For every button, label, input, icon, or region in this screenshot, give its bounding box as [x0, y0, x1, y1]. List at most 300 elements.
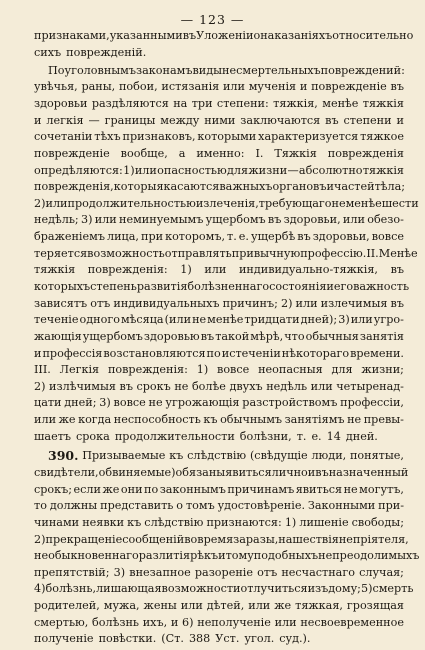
text-line [34, 96, 404, 112]
word: о [176, 499, 184, 512]
word: угрожающія [165, 396, 240, 409]
word: свидѣтели, [34, 466, 99, 479]
word: легкія [46, 114, 84, 127]
word: въ [390, 80, 404, 93]
word: въ [390, 263, 404, 276]
text-line [34, 28, 414, 44]
word: или [94, 213, 117, 226]
word: менѣе [322, 97, 359, 110]
word: не [174, 380, 189, 393]
word: къ [169, 449, 184, 462]
word: 3) [99, 396, 111, 409]
text-line [34, 179, 404, 195]
word: при [140, 230, 164, 243]
word: ихъ, [142, 616, 168, 629]
word: которыя [113, 180, 164, 193]
word: или [295, 297, 318, 310]
word: сообщеній [122, 533, 185, 546]
word: же [58, 413, 76, 426]
word: 4) [34, 582, 46, 595]
word: то [34, 499, 47, 512]
word: что [284, 330, 305, 343]
word: и [170, 616, 179, 629]
page-number: — 123 — [180, 12, 245, 27]
word: опредѣляются: [34, 164, 123, 177]
word: 2) [280, 297, 293, 310]
word: непріятеля, [338, 533, 409, 546]
text-line [34, 379, 404, 395]
word: здоровьи [34, 97, 88, 110]
word: продолжительности [114, 430, 235, 443]
word: если [73, 483, 101, 496]
word: жизни [248, 164, 288, 177]
word: и [218, 549, 226, 562]
word: или [134, 164, 157, 177]
word: менѣе [207, 313, 244, 326]
word: двухъ [229, 380, 263, 393]
word: не [343, 483, 358, 496]
text-line [48, 448, 404, 464]
word: поврежденій. [66, 46, 147, 59]
text-line [34, 615, 404, 631]
word: мученія [248, 80, 297, 93]
word: жающія [34, 330, 82, 343]
word: представить [100, 499, 174, 512]
word: разлитія [138, 549, 191, 562]
word: срока [76, 430, 110, 443]
word: дней); [300, 313, 338, 326]
word: занятія [359, 330, 404, 343]
word: чинами [34, 516, 80, 529]
word: увѣчья, [34, 80, 78, 93]
word: излеченія, [195, 197, 259, 210]
word: шести [381, 197, 419, 210]
word: которомъ, [165, 230, 226, 243]
word: же [102, 483, 120, 496]
word: для [331, 363, 353, 376]
word: или [204, 263, 227, 276]
word: 6) [182, 616, 194, 629]
word: 1) [284, 516, 297, 529]
word: здоровьи, [312, 230, 370, 243]
text-line [34, 429, 404, 445]
text-line [34, 395, 404, 411]
text-line [48, 63, 404, 79]
word: обвиняемые) [98, 466, 176, 479]
word: Уст. [215, 632, 240, 645]
word: излѣчимыя [49, 380, 116, 393]
text-line [34, 412, 404, 428]
word: не [192, 313, 207, 326]
word: явиться [295, 483, 343, 496]
word: несмертельныхъ [222, 64, 321, 77]
word: важность [353, 280, 410, 293]
word: жены [143, 599, 177, 612]
word: изъ [307, 582, 329, 595]
word: индивидуально-тяжкія, [238, 263, 378, 276]
word: профессія [42, 347, 103, 360]
text-line [34, 498, 404, 514]
word: тяжкое [360, 130, 404, 143]
text-line [34, 113, 404, 129]
word: тяжкая, [295, 599, 343, 612]
word: Легкія [59, 363, 100, 376]
word: возможность [87, 247, 165, 260]
word: развитія [136, 280, 188, 293]
word: II. [366, 247, 379, 260]
word: неминуемымъ [119, 213, 204, 226]
word: лица, [106, 230, 139, 243]
word: угол. [244, 632, 275, 645]
word: мужа, [103, 599, 140, 612]
word: или [274, 616, 297, 629]
word: одного [79, 313, 120, 326]
word: тяжкія [34, 263, 76, 276]
word: лично [271, 466, 308, 479]
word: относительно [332, 29, 414, 42]
word: привычную [231, 247, 301, 260]
word: излечимыя [320, 297, 388, 310]
text-line [34, 346, 404, 362]
word: обезо- [367, 213, 404, 226]
text-line [34, 362, 404, 378]
word: или [45, 197, 68, 210]
text-line [34, 581, 414, 597]
word: тѣла; [374, 180, 406, 193]
text-line [34, 598, 404, 614]
text-line [34, 548, 420, 564]
word: или [350, 313, 373, 326]
word: такой [215, 330, 250, 343]
word: 3) [113, 566, 126, 579]
word: а [178, 147, 186, 160]
text-line [34, 196, 419, 212]
word: болѣзни, [239, 430, 292, 443]
word: свободы; [351, 516, 404, 529]
word: побои, [118, 80, 158, 93]
word: важныхъ [219, 180, 273, 193]
word: должны [49, 499, 98, 512]
word: которыми [197, 130, 257, 143]
word: мѣсяца [120, 313, 164, 326]
word: е. [311, 430, 322, 443]
word: могутъ, [359, 483, 404, 496]
word: поврежденія: [87, 263, 168, 276]
word: въ [267, 213, 282, 226]
word: люди, [311, 449, 347, 462]
word: въ [315, 466, 329, 479]
word: признаковъ, [122, 130, 196, 143]
word: которыхъ [34, 280, 91, 293]
word: дней; [64, 396, 97, 409]
word: недѣль; [34, 213, 79, 226]
word: характеризуется [258, 130, 359, 143]
word: ущербѣ [251, 230, 296, 243]
word: болѣзненнаго [187, 280, 270, 293]
word: нѣкотораго [281, 347, 350, 360]
word: смерть [372, 582, 414, 595]
word: поврежденія [327, 147, 404, 160]
word: или [310, 380, 333, 393]
word: 388 [188, 632, 211, 645]
word: для [227, 164, 249, 177]
word: лишающая [96, 582, 162, 595]
word: недѣль [266, 380, 308, 393]
word: или [342, 213, 365, 226]
word: зависятъ [34, 297, 88, 310]
word: состоянія [269, 280, 327, 293]
word: несчастнаго [281, 566, 355, 579]
word: прекращеніе [45, 533, 123, 546]
word: е. [238, 230, 249, 243]
word: болѣзнь, [45, 582, 97, 595]
word: срокъ; [34, 483, 73, 496]
word: нашествія [278, 533, 339, 546]
word: раздѣляются [91, 97, 169, 110]
word: 390. [48, 448, 79, 463]
word: жизни; [361, 363, 404, 376]
word: же [274, 599, 292, 612]
text-line [34, 246, 418, 262]
word: въ [297, 230, 311, 243]
word: уголовнымъ [64, 64, 137, 77]
word: 2) [34, 533, 46, 546]
word: они [120, 483, 143, 496]
word: отъ [257, 566, 278, 579]
word: удостовѣреніе. [217, 499, 306, 512]
word: назначенный [328, 466, 409, 479]
text-line [34, 296, 404, 312]
text-line [34, 129, 404, 145]
word: дѣтей, [206, 599, 245, 612]
word: о [253, 29, 261, 42]
word: отправлять [164, 247, 232, 260]
word: тѣхъ [94, 130, 121, 143]
word: неспособность [113, 413, 201, 426]
word: возстановляются [103, 347, 206, 360]
word: 1) [196, 363, 209, 376]
word: опасностью [157, 164, 227, 177]
word: истеченіи [221, 347, 281, 360]
word: вообще, [120, 147, 168, 160]
word: вовсе [371, 230, 404, 243]
text-line [34, 565, 404, 581]
word: три [191, 97, 213, 110]
word: случая; [359, 566, 404, 579]
word: разореніе [194, 566, 253, 579]
word: возможности [161, 582, 241, 595]
word: признаками, [34, 29, 110, 42]
word: сочетаніи [34, 130, 93, 143]
word: къ [203, 413, 218, 426]
word: отлучиться [240, 582, 308, 595]
word: 2) [34, 380, 46, 393]
word: степени: [216, 97, 269, 110]
word: вовсе [113, 396, 146, 409]
word: или [248, 599, 271, 612]
word: слѣдствію [144, 516, 204, 529]
text-line [34, 212, 404, 228]
word: истязанія [161, 80, 220, 93]
word: продолжительностью [67, 197, 196, 210]
word: не [331, 197, 346, 210]
text-line [34, 515, 404, 531]
word: III. [34, 363, 51, 376]
word: повѣстки. [98, 632, 157, 645]
word: причинамъ [227, 483, 295, 496]
word: неявки [82, 516, 125, 529]
word: угро- [373, 313, 404, 326]
word: указанными [109, 29, 183, 42]
word: или [34, 413, 57, 426]
word: 3) [80, 213, 93, 226]
word: тяжкія [362, 97, 404, 110]
word: границы [104, 114, 156, 127]
word: и [326, 280, 334, 293]
word: 2) [34, 197, 46, 210]
word: менѣе [345, 197, 382, 210]
word: мѣрѣ, [250, 330, 284, 343]
word: I. [255, 147, 264, 160]
word: его [333, 280, 354, 293]
word: или [180, 599, 203, 612]
word: признаются: [206, 516, 282, 529]
word: частей [333, 180, 375, 193]
word: по [144, 483, 159, 496]
word: здоровьи, [283, 213, 341, 226]
word: занятіямъ [284, 413, 345, 426]
word: и [396, 114, 404, 127]
word: теченіе [34, 313, 79, 326]
word: и [34, 347, 42, 360]
word: въ [200, 330, 215, 343]
word: тридцати [244, 313, 300, 326]
word: и [34, 114, 42, 127]
word: времени. [350, 347, 404, 360]
word: обычныя [305, 330, 359, 343]
word: причинъ; [222, 297, 278, 310]
word: степени [343, 114, 392, 127]
word: Призываемые [82, 449, 166, 462]
text-line [34, 262, 404, 278]
word: Законными [307, 499, 376, 512]
word: По [48, 64, 65, 77]
word: Тяжкія [274, 147, 317, 160]
word: между [160, 114, 200, 127]
word: дней. [345, 430, 378, 443]
word: обычнымъ [220, 413, 283, 426]
word: 1) [123, 164, 135, 177]
word: т. [227, 230, 237, 243]
word: несвоевременное [300, 616, 404, 629]
text-line [34, 79, 404, 95]
word: законнымъ [159, 483, 226, 496]
text-line [34, 465, 409, 481]
word: когда [78, 413, 112, 426]
word: поврежденія, [34, 180, 114, 193]
word: слѣдствію [187, 449, 247, 462]
word: законамъ [136, 64, 193, 77]
text-line [34, 279, 410, 295]
word: грозящая [346, 599, 404, 612]
word: въ [182, 29, 197, 42]
word: вовсе [217, 363, 250, 376]
word: на [173, 97, 188, 110]
word: необыкновеннаго [34, 549, 139, 562]
word: разстройствомъ [242, 396, 338, 409]
word: не [148, 396, 163, 409]
word: Менѣе [378, 247, 418, 260]
text-line [34, 631, 404, 647]
word: въ [325, 114, 339, 127]
word: дому; [328, 582, 361, 595]
word: — [88, 114, 100, 127]
word: суд.). [279, 632, 311, 645]
word: поврежденіе [311, 80, 387, 93]
word: браженіемъ [34, 230, 105, 243]
text-line [34, 146, 404, 162]
word: абсолютно [298, 164, 363, 177]
word: наказаніяхъ [260, 29, 333, 42]
word: (свѣдущіе [249, 449, 308, 462]
text-line [34, 482, 404, 498]
word: неполученіе [197, 616, 271, 629]
word: 14 [326, 430, 341, 443]
word: въ [390, 297, 404, 310]
word: полученіе [34, 632, 94, 645]
word: профессіи, [340, 396, 404, 409]
word: индивидуальныхъ [113, 297, 220, 310]
word: заключаются [240, 114, 321, 127]
word: родителей, [34, 599, 100, 612]
word: не [347, 413, 362, 426]
word: и [307, 466, 316, 479]
word: и [299, 80, 308, 93]
text-line [34, 163, 404, 179]
text-line [34, 45, 404, 61]
word: срокъ [136, 380, 171, 393]
word: и [326, 180, 334, 193]
word: поврежденіе [34, 147, 110, 160]
word: лишеніе [299, 516, 349, 529]
word: профессію. [300, 247, 367, 260]
word: поврежденія: [107, 363, 188, 376]
word: отъ [90, 297, 111, 310]
word: болѣзнь [92, 616, 140, 629]
text-line [34, 229, 404, 245]
word: т. [296, 430, 307, 443]
word: по [206, 347, 221, 360]
word: подобныхъ [253, 549, 319, 562]
word: степень [90, 280, 137, 293]
word: цати [34, 396, 62, 409]
word: или [222, 80, 245, 93]
word: 3) [338, 313, 350, 326]
word: тяжкія, [273, 97, 318, 110]
word: органовъ [272, 180, 327, 193]
word: теряется [34, 247, 88, 260]
word: повреждений: [320, 64, 405, 77]
text-line [34, 312, 404, 328]
word: четыренад- [336, 380, 404, 393]
word: шаетъ [34, 430, 71, 443]
word: рѣкъ [190, 549, 219, 562]
word: неопасныя [258, 363, 323, 376]
text-line [34, 329, 404, 345]
word: касаются [163, 180, 220, 193]
word: во [184, 533, 198, 546]
word: время [197, 533, 234, 546]
